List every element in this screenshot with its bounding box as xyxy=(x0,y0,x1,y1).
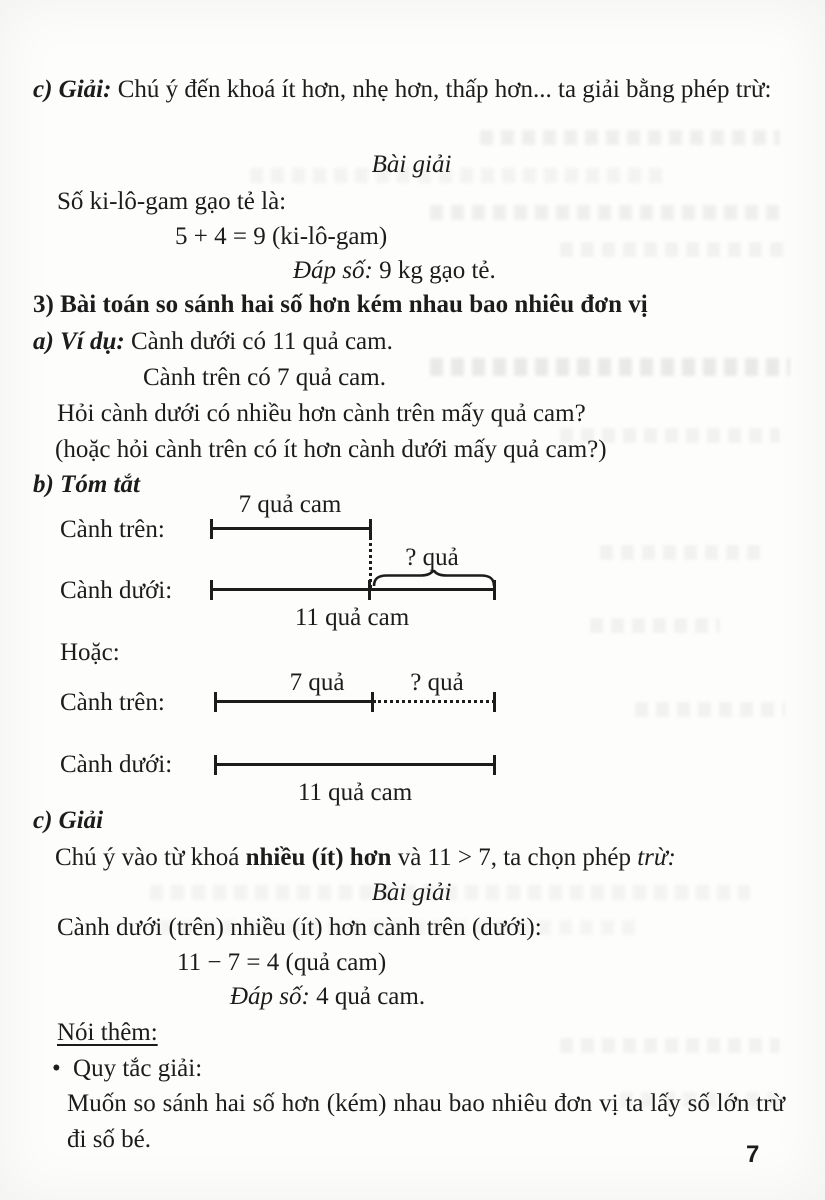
bleedthrough-artifact xyxy=(480,130,780,145)
answer-text-rice: 9 kg gạo tẻ. xyxy=(379,257,496,284)
solution-statement: Cành dưới (trên) nhiều (ít) hơn cành trên (dưới): xyxy=(57,914,542,941)
diagram1-upper-value-label: 7 quả cam xyxy=(238,491,342,518)
diagram2-question-label: ? quả xyxy=(410,669,464,696)
answer-label-rice: Đáp số: xyxy=(293,257,373,284)
page-number: 7 xyxy=(746,1141,760,1168)
example-question-2: (hoặc hỏi cành trên có ít hơn cành dưới mấy quả cam?) xyxy=(55,436,607,463)
or-label: Hoặc: xyxy=(60,639,120,666)
solution-note-line xyxy=(55,843,676,873)
label-example-a: a) Ví dụ: xyxy=(33,328,125,355)
diagram2-lower-bar xyxy=(215,763,495,766)
text-solution-c-body: Chú ý đến khoá ít hơn, nhẹ hơn, thấp hơn... ta giải bằng phép trừ: xyxy=(117,76,772,103)
diagram1-brace xyxy=(372,570,496,586)
diagram2-upper-bar-solid xyxy=(215,700,373,703)
diagram1-lower-bar-midtick xyxy=(368,580,371,600)
example-line-2: Cành trên có 7 quả cam. xyxy=(143,364,386,391)
answer-text-oranges: 4 quả cam. xyxy=(316,983,426,1010)
bleedthrough-artifact xyxy=(430,358,790,376)
bleedthrough-artifact xyxy=(560,242,790,257)
heading-solution-c: c) Giải xyxy=(33,807,104,834)
heading-noi-them: Nói thêm: xyxy=(57,1019,158,1046)
heading-section-3: 3) Bài toán so sánh hai số hơn kém nhau bao nhiêu đơn vị xyxy=(33,291,648,318)
heading-bai-giai-2: Bài giải xyxy=(371,879,452,906)
answer-line-oranges xyxy=(230,982,425,1012)
label-solution-c: c) Giải: xyxy=(33,76,112,103)
note-part2: và 11 > 7, ta chọn phép xyxy=(391,844,638,871)
answer-label-oranges: Đáp số: xyxy=(230,983,310,1010)
equation-oranges: 11 − 7 = 4 (quả cam) xyxy=(177,949,387,976)
statement-rice-kg: Số ki-lô-gam gạo tẻ là: xyxy=(57,188,287,215)
summary-diagram-2 xyxy=(33,666,790,806)
rule-bullet-line xyxy=(52,1054,202,1084)
paragraph-solution-c-keywords xyxy=(33,70,825,109)
diagram1-lower-value-label: 11 quả cam xyxy=(294,604,410,631)
text-example-line1: Cành dưới có 11 quả cam. xyxy=(130,328,393,355)
bleedthrough-artifact xyxy=(430,205,780,220)
note-part1: Chú ý vào từ khoá xyxy=(55,844,246,871)
note-operation: trừ: xyxy=(637,844,676,871)
diagram1-question-label: ? quả xyxy=(405,544,459,571)
rule-text: Muốn so sánh hai số hơn (kém) nhau bao nhiêu đơn vị ta lấy số lớn trừ đi số bé. xyxy=(67,1090,785,1153)
diagram1-lower-row-label: Cành dưới: xyxy=(60,577,173,604)
diagram2-lower-value-label: 11 quả cam xyxy=(297,779,413,806)
diagram2-lower-row-label: Cành dưới: xyxy=(60,751,173,778)
diagram2-upper-bar-dotted xyxy=(373,700,495,703)
rule-label: Quy tắc giải: xyxy=(73,1055,203,1082)
summary-diagram-1 xyxy=(33,490,790,640)
answer-line-rice xyxy=(293,256,496,286)
example-line-1 xyxy=(33,327,393,357)
example-question-1: Hỏi cành dưới có nhiều hơn cành trên mấy quả cam? xyxy=(57,400,586,427)
diagram2-known-value-label: 7 quả xyxy=(289,669,345,696)
bleedthrough-artifact xyxy=(560,1038,780,1053)
bullet-icon: • xyxy=(52,1055,61,1082)
equation-rice: 5 + 4 = 9 (ki-lô-gam) xyxy=(175,223,388,250)
note-keyword: nhiều (ít) hơn xyxy=(245,844,392,871)
heading-bai-giai-1: Bài giải xyxy=(371,151,452,178)
diagram1-upper-row-label: Cành trên: xyxy=(60,516,165,543)
diagram1-upper-bar xyxy=(211,527,371,530)
diagram1-lower-bar xyxy=(211,588,495,591)
diagram2-upper-row-label: Cành trên: xyxy=(60,689,165,716)
heading-summary-b: b) Tóm tắt xyxy=(33,471,140,498)
